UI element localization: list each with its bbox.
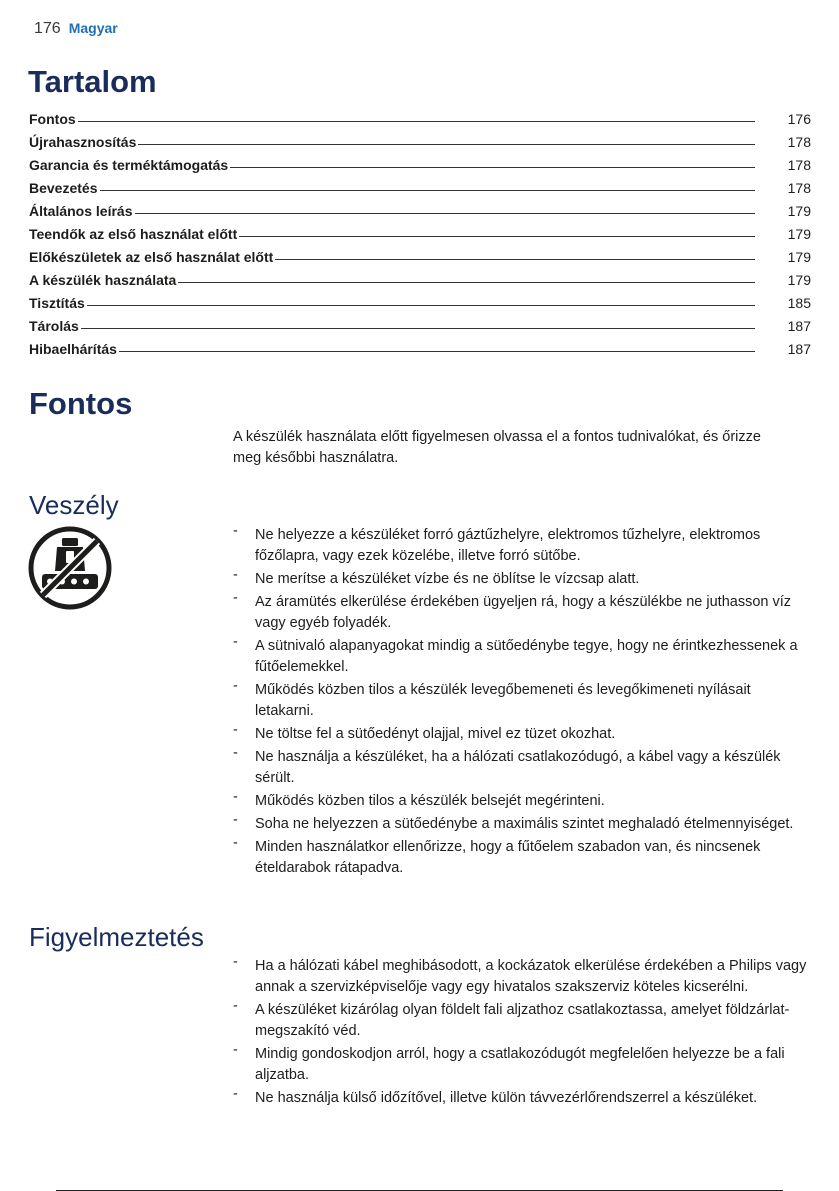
toc-leader — [239, 236, 755, 237]
toc-entry-label: A készülék használata — [29, 272, 177, 288]
toc-entry[interactable] — [29, 219, 811, 242]
toc-entry-page: 179 — [787, 203, 811, 219]
toc-entry-label: Tárolás — [29, 318, 79, 334]
list-item — [233, 724, 813, 745]
list-item-text: Ha a hálózati kábel meghibásodott, a kockázatok elkerülése érdekében a Philips vagy annak a szervizképviselője vagy egy hivatalos szakszerviz köteles kicserélni. — [255, 958, 807, 995]
toc-entry-page: 179 — [787, 226, 811, 242]
list-item — [233, 956, 813, 998]
list-item — [233, 636, 813, 678]
danger-list — [233, 525, 813, 881]
toc-entry-label: Teendők az első használat előtt — [29, 226, 238, 242]
list-item-text: Minden használatkor ellenőrizze, hogy a fűtőelem szabadon van, és nincsenek ételdarabok rátapadva. — [255, 839, 761, 876]
toc-entry-label: Általános leírás — [29, 203, 133, 219]
dash-bullet: - — [233, 954, 238, 970]
toc-entry[interactable] — [29, 104, 811, 127]
list-item-text: A készüléket kizárólag olyan földelt fali aljzathoz csatlakoztassa, amelyet földzárlat-megszakító véd. — [255, 1002, 790, 1039]
toc-entry-page: 178 — [787, 180, 811, 196]
list-item-text: Az áramütés elkerülése érdekében ügyeljen rá, hogy a készülékbe ne juthasson víz vagy egyéb folyadék. — [255, 594, 792, 631]
list-item-text: Működés közben tilos a készülék levegőbemeneti és levegőkimeneti nyílásait letakarni. — [255, 682, 751, 719]
list-item — [233, 1088, 813, 1109]
toc-entry-page: 178 — [787, 134, 811, 150]
list-item-text: Ne töltse fel a sütőedényt olajjal, mivel ez tüzet okozhat. — [255, 726, 616, 742]
toc-entry-label: Fontos — [29, 111, 76, 127]
dash-bullet: - — [233, 1086, 238, 1102]
toc-entry-page: 176 — [787, 111, 811, 127]
dash-bullet: - — [233, 567, 238, 583]
toc-leader — [81, 328, 755, 329]
dash-bullet: - — [233, 722, 238, 738]
list-item — [233, 569, 813, 590]
toc-entry-label: Bevezetés — [29, 180, 98, 196]
dash-bullet: - — [233, 678, 238, 694]
dash-bullet: - — [233, 789, 238, 805]
toc-leader — [178, 282, 755, 283]
toc-entry[interactable] — [29, 242, 811, 265]
dash-bullet: - — [233, 1042, 238, 1058]
list-item-text: Soha ne helyezzen a sütőedénybe a maximális szintet meghaladó ételmennyiséget. — [255, 816, 794, 832]
toc-entry-label: Tisztítás — [29, 295, 85, 311]
toc-entry-page: 185 — [787, 295, 811, 311]
list-item — [233, 837, 813, 879]
toc-leader — [87, 305, 755, 306]
toc-entry[interactable] — [29, 288, 811, 311]
list-item — [233, 814, 813, 835]
toc-leader — [135, 213, 756, 214]
intro-paragraph: A készülék használata előtt figyelmesen olvassa el a fontos tudnivalókat, és őrizze meg későbbi használatra. — [233, 429, 761, 466]
table-of-contents — [29, 104, 811, 357]
toc-entry-label: Hibaelhárítás — [29, 341, 117, 357]
list-item-text: Ne használja a készüléket, ha a hálózati csatlakozódugó, a kábel vagy a készülék sérült. — [255, 749, 781, 786]
dash-bullet: - — [233, 745, 238, 761]
list-item-text: Mindig gondoskodjon arról, hogy a csatlakozódugót megfelelően helyezze be a fali aljzatba. — [255, 1046, 785, 1083]
section-title-fontos: Fontos — [29, 386, 133, 421]
toc-entry[interactable] — [29, 150, 811, 173]
list-item — [233, 747, 813, 789]
toc-entry[interactable] — [29, 196, 811, 219]
list-item — [233, 592, 813, 634]
list-item — [233, 1044, 813, 1086]
toc-entry-label: Előkészületek az első használat előtt — [29, 249, 274, 265]
toc-entry[interactable] — [29, 265, 811, 288]
list-item — [233, 791, 813, 812]
list-item — [233, 1000, 813, 1042]
toc-entry[interactable] — [29, 334, 811, 357]
toc-leader — [100, 190, 756, 191]
list-item — [233, 525, 813, 567]
toc-entry-label: Garancia és terméktámogatás — [29, 157, 229, 173]
dash-bullet: - — [233, 812, 238, 828]
toc-title: Tartalom — [28, 64, 157, 99]
dash-bullet: - — [233, 835, 238, 851]
no-water-immersion-icon — [28, 526, 112, 610]
toc-entry-label: Újrahasznosítás — [29, 134, 137, 150]
list-item-text: Ne használja külső időzítővel, illetve külön távvezérlőrendszerrel a készüléket. — [255, 1090, 758, 1106]
language-label: Magyar — [68, 20, 118, 36]
list-item-text: Működés közben tilos a készülék belsejét megérinteni. — [255, 793, 605, 809]
toc-leader — [119, 351, 755, 352]
list-item-text: Ne helyezze a készüléket forró gáztűzhelyre, elektromos tűzhelyre, elektromos főzőlapra, vagy ezek közelébe, illetve forró sütőbe. — [255, 527, 761, 564]
dash-bullet: - — [233, 998, 238, 1014]
toc-leader — [275, 259, 755, 260]
section-title-figyelmeztetes: Figyelmeztetés — [29, 922, 204, 952]
list-item — [233, 680, 813, 722]
dash-bullet: - — [233, 634, 238, 650]
toc-entry[interactable] — [29, 127, 811, 150]
toc-entry-page: 187 — [787, 318, 811, 334]
toc-leader — [78, 121, 755, 122]
page-header — [34, 20, 118, 38]
list-item-text: Ne merítse a készüléket vízbe és ne öblítse le vízcsap alatt. — [255, 571, 640, 587]
toc-leader — [138, 144, 755, 145]
toc-entry-page: 179 — [787, 249, 811, 265]
toc-entry[interactable] — [29, 173, 811, 196]
dash-bullet: - — [233, 590, 238, 606]
section-title-veszely: Veszély — [29, 490, 119, 520]
toc-entry[interactable] — [29, 311, 811, 334]
dash-bullet: - — [233, 523, 238, 539]
warning-list — [233, 956, 813, 1111]
toc-entry-page: 178 — [787, 157, 811, 173]
page-number: 176 — [34, 20, 61, 37]
toc-leader — [230, 167, 755, 168]
list-item-text: A sütnivaló alapanyagokat mindig a sütőedénybe tegye, hogy ne érintkezhessenek a fűtőelemekkel. — [255, 638, 798, 675]
toc-entry-page: 187 — [787, 341, 811, 357]
toc-entry-page: 179 — [787, 272, 811, 288]
